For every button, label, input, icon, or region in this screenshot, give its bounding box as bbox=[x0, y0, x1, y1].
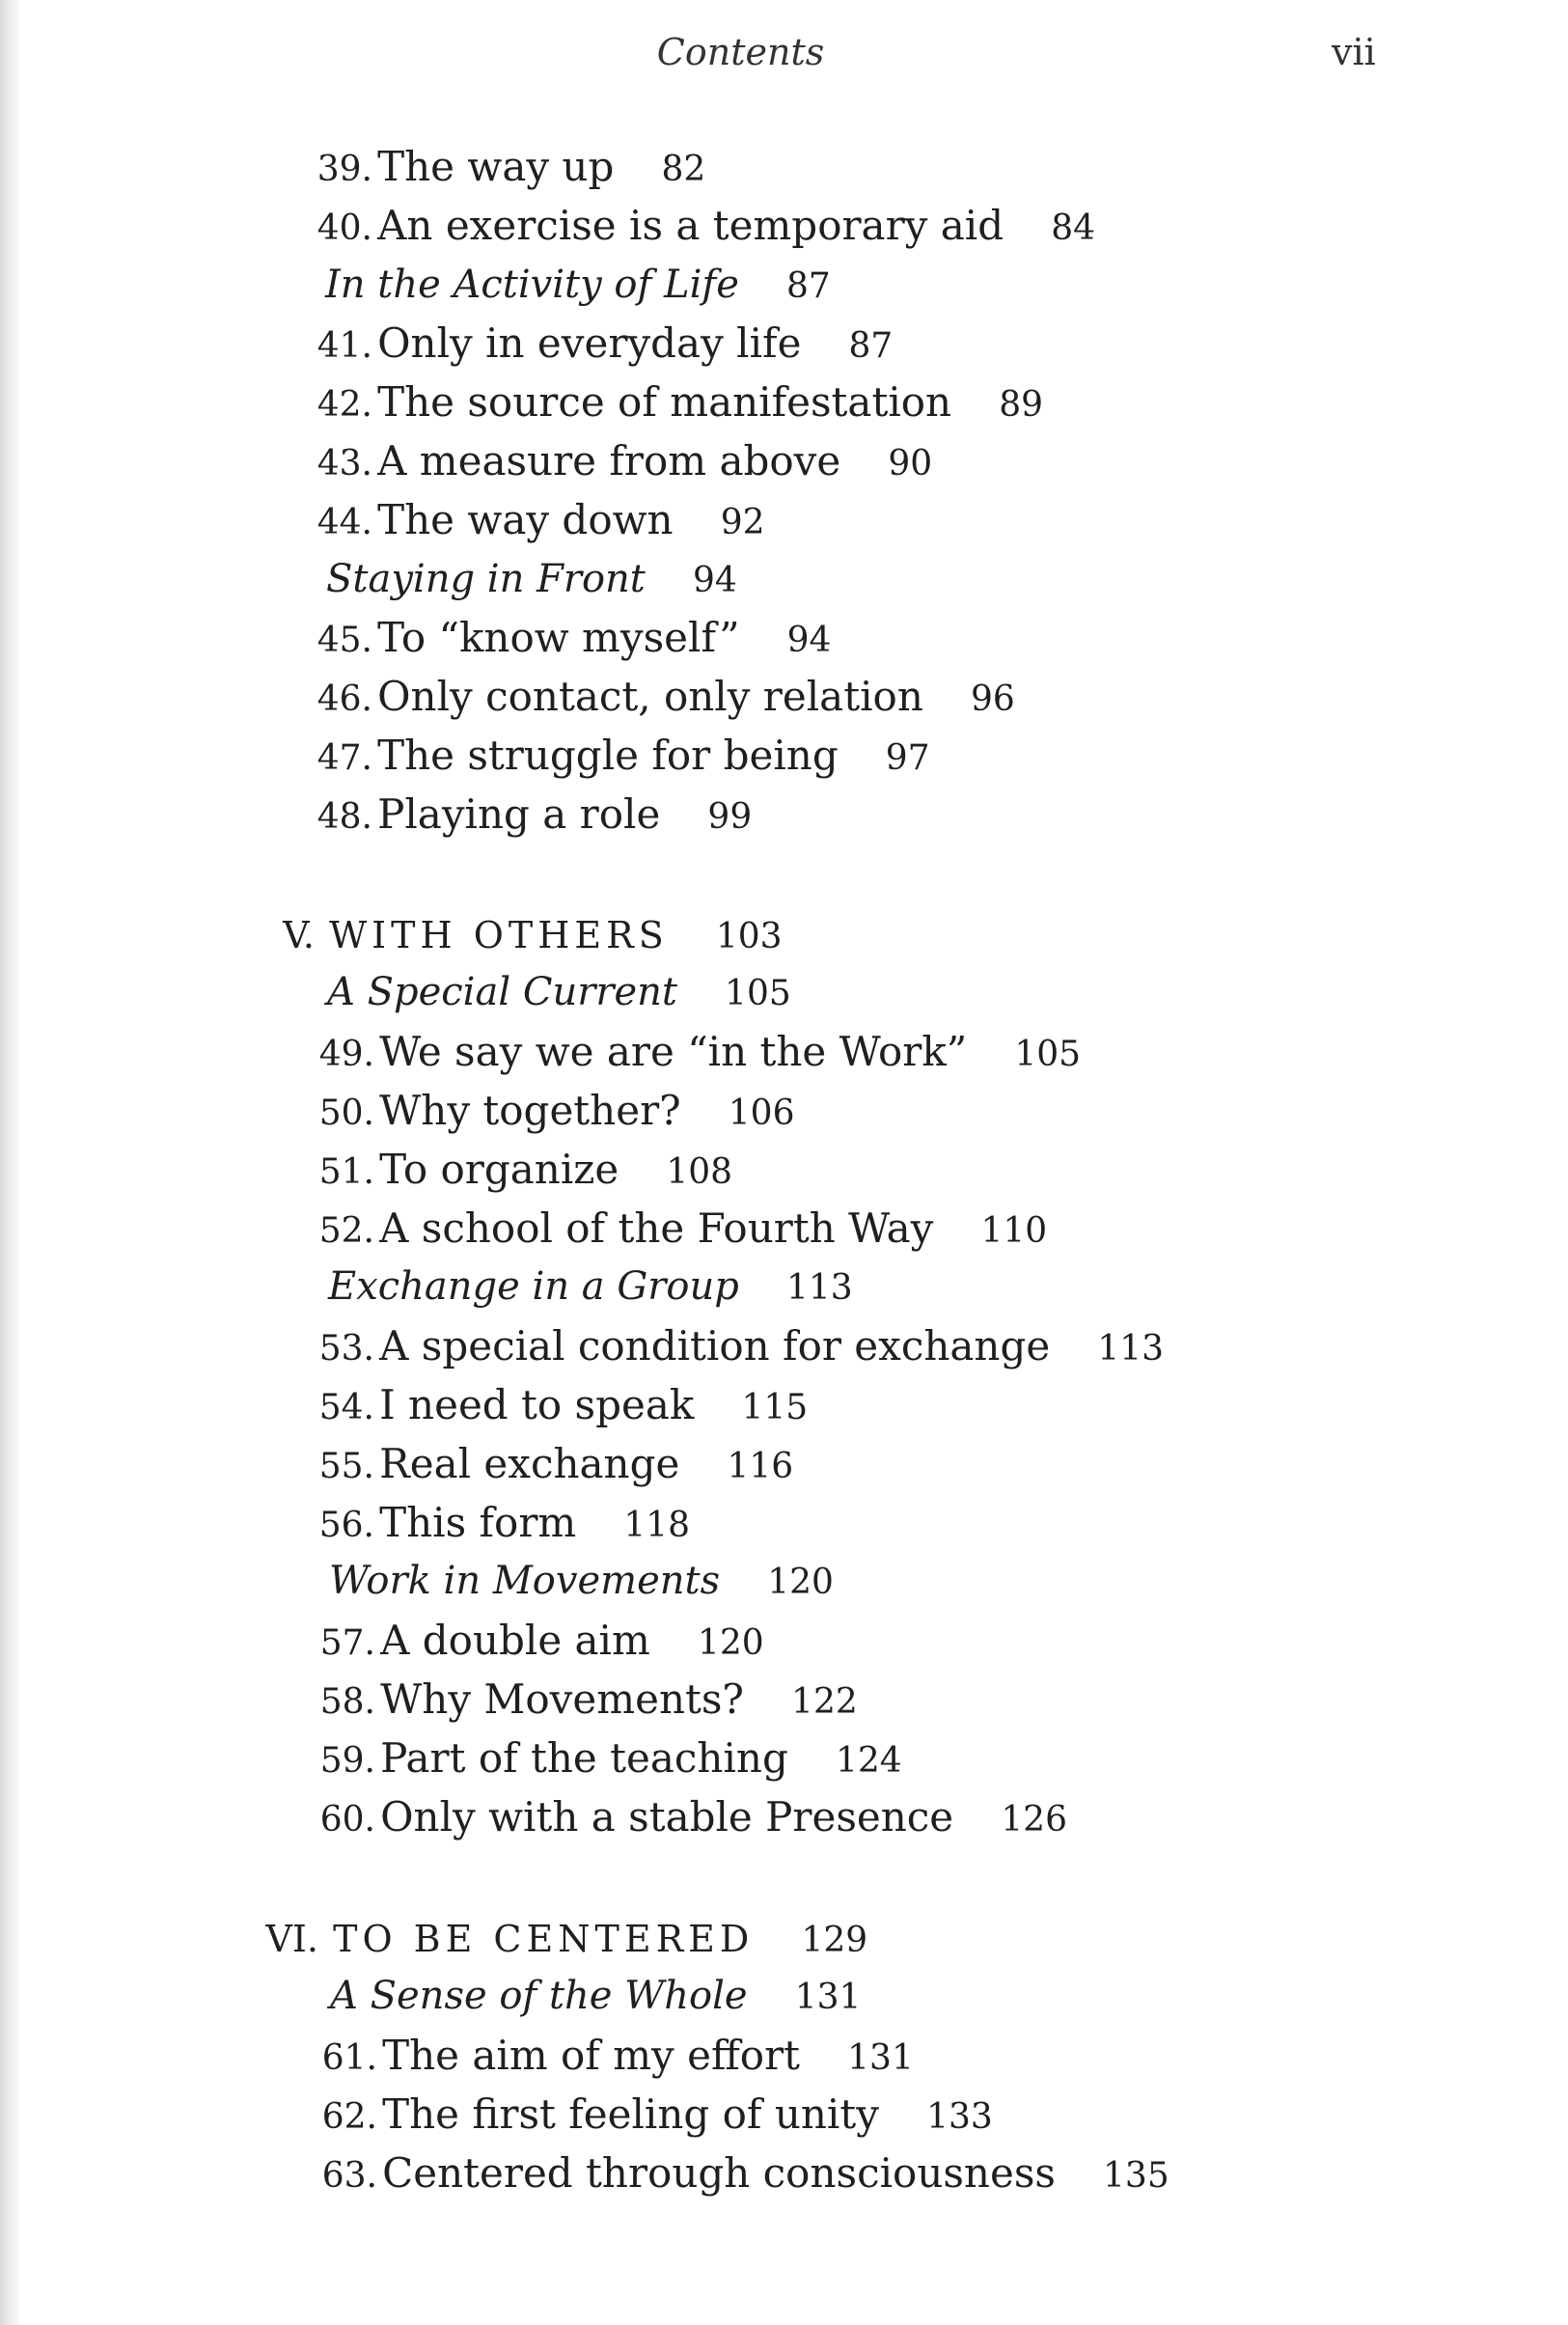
entry-number: 52. bbox=[318, 1211, 374, 1251]
toc-entry-46[interactable] bbox=[299, 673, 1015, 720]
chapter-title: WITH OTHERS bbox=[329, 914, 669, 956]
entry-page: 120 bbox=[697, 1623, 764, 1663]
entry-page: 96 bbox=[970, 679, 1015, 719]
subsection-page: 120 bbox=[767, 1563, 834, 1602]
toc-entry-61[interactable] bbox=[304, 2032, 914, 2079]
entry-number: 49. bbox=[318, 1035, 374, 1074]
page-folio: vii bbox=[1332, 31, 1376, 73]
entry-title: Only in everyday life bbox=[377, 319, 802, 367]
entry-title: A double aim bbox=[380, 1617, 650, 1664]
entry-page: 82 bbox=[661, 150, 706, 189]
subsection-title: Work in Movements bbox=[329, 1559, 721, 1603]
subsection-title: A Sense of the Whole bbox=[330, 1974, 748, 2018]
toc-entry-49[interactable] bbox=[301, 1028, 1082, 1075]
entry-number: 45. bbox=[316, 621, 372, 660]
entry-title: This form bbox=[379, 1499, 577, 1546]
entry-page: 116 bbox=[727, 1447, 794, 1486]
entry-title: Why Movements? bbox=[380, 1675, 744, 1723]
entry-page: 92 bbox=[720, 503, 765, 542]
entry-number: 56. bbox=[318, 1506, 374, 1545]
toc-entry-40[interactable] bbox=[299, 202, 1096, 249]
entry-page: 135 bbox=[1103, 2156, 1169, 2196]
toc-entry-62[interactable] bbox=[304, 2090, 993, 2138]
entry-number: 54. bbox=[318, 1388, 374, 1427]
toc-subsection-special-current[interactable] bbox=[327, 970, 791, 1014]
entry-page: 108 bbox=[666, 1152, 733, 1192]
entry-title: Part of the teaching bbox=[380, 1734, 788, 1782]
entry-page: 124 bbox=[835, 1741, 902, 1781]
toc-entry-56[interactable] bbox=[301, 1499, 691, 1546]
entry-page: 89 bbox=[999, 385, 1044, 425]
entry-page: 99 bbox=[707, 797, 753, 837]
chapter-title: TO BE CENTERED bbox=[333, 1918, 755, 1960]
entry-number: 47. bbox=[316, 738, 372, 778]
entry-number: 44. bbox=[316, 503, 372, 542]
toc-entry-54[interactable] bbox=[301, 1381, 809, 1428]
entry-page: 84 bbox=[1051, 208, 1096, 248]
entry-title: To organize bbox=[379, 1146, 619, 1193]
toc-subsection-work-in-movements[interactable] bbox=[329, 1559, 834, 1603]
toc-chapter-vi[interactable] bbox=[178, 1918, 868, 1960]
entry-title: The way down bbox=[377, 496, 674, 543]
entry-title: Why together? bbox=[379, 1087, 681, 1134]
toc-entry-55[interactable] bbox=[301, 1440, 794, 1487]
toc-subsection-exchange-in-group[interactable] bbox=[328, 1264, 853, 1309]
toc-entry-57[interactable] bbox=[302, 1617, 764, 1664]
toc-entry-52[interactable] bbox=[301, 1204, 1048, 1252]
entry-page: 126 bbox=[1001, 1800, 1067, 1840]
entry-page: 90 bbox=[888, 444, 933, 484]
entry-title: The struggle for being bbox=[377, 732, 839, 779]
entry-page: 118 bbox=[623, 1506, 691, 1545]
entry-title: Only with a stable Presence bbox=[380, 1793, 954, 1841]
entry-title: The first feeling of unity bbox=[382, 2090, 879, 2138]
entry-title: Real exchange bbox=[379, 1440, 680, 1487]
chapter-page: 103 bbox=[715, 917, 783, 956]
subsection-title: A Special Current bbox=[327, 970, 677, 1014]
entry-number: 55. bbox=[318, 1447, 374, 1486]
entry-number: 46. bbox=[316, 679, 372, 719]
entry-number: 39. bbox=[316, 150, 372, 189]
entry-number: 51. bbox=[318, 1152, 374, 1192]
toc-entry-58[interactable] bbox=[302, 1675, 858, 1723]
entry-number: 58. bbox=[319, 1682, 375, 1722]
entry-title: The aim of my effort bbox=[382, 2032, 801, 2079]
entry-title: An exercise is a temporary aid bbox=[377, 202, 1004, 249]
entry-page: 97 bbox=[885, 738, 930, 778]
subsection-title: Staying in Front bbox=[326, 557, 646, 601]
entry-number: 53. bbox=[318, 1329, 374, 1369]
entry-title: A special condition for exchange bbox=[379, 1322, 1051, 1370]
entry-title: Only contact, only relation bbox=[377, 673, 923, 720]
toc-entry-43[interactable] bbox=[299, 437, 933, 484]
toc-entry-50[interactable] bbox=[301, 1087, 795, 1134]
page-scan-edge bbox=[0, 0, 21, 2325]
entry-page: 113 bbox=[1097, 1329, 1165, 1369]
toc-entry-42[interactable] bbox=[299, 378, 1044, 426]
entry-number: 61. bbox=[321, 2038, 377, 2078]
entry-number: 63. bbox=[321, 2156, 377, 2196]
chapter-number: VI. bbox=[265, 1918, 318, 1960]
entry-number: 43. bbox=[316, 444, 372, 484]
entry-number: 60. bbox=[319, 1800, 375, 1840]
entry-number: 57. bbox=[319, 1623, 375, 1663]
toc-entry-60[interactable] bbox=[302, 1793, 1067, 1841]
entry-number: 40. bbox=[316, 208, 372, 248]
entry-page: 105 bbox=[1014, 1035, 1082, 1074]
toc-entry-44[interactable] bbox=[299, 496, 765, 543]
subsection-title: In the Activity of Life bbox=[325, 263, 739, 307]
entry-title: We say we are “in the Work” bbox=[379, 1028, 968, 1075]
subsection-page: 131 bbox=[794, 1978, 862, 2017]
toc-entry-59[interactable] bbox=[302, 1734, 902, 1782]
entry-page: 122 bbox=[791, 1682, 858, 1722]
entry-number: 50. bbox=[318, 1093, 374, 1133]
entry-page: 94 bbox=[786, 621, 832, 660]
entry-number: 62. bbox=[321, 2097, 377, 2137]
entry-number: 48. bbox=[316, 797, 372, 837]
toc-entry-47[interactable] bbox=[299, 732, 930, 779]
subsection-page: 105 bbox=[725, 974, 791, 1013]
entry-page: 115 bbox=[741, 1388, 809, 1427]
entry-title: Centered through consciousness bbox=[382, 2149, 1056, 2197]
entry-title: The source of manifestation bbox=[377, 378, 952, 426]
toc-entry-63[interactable] bbox=[304, 2149, 1169, 2197]
toc-subsection-sense-of-whole[interactable] bbox=[330, 1974, 862, 2018]
subsection-title: Exchange in a Group bbox=[328, 1264, 739, 1309]
entry-title: I need to speak bbox=[379, 1381, 695, 1428]
entry-number: 59. bbox=[319, 1741, 375, 1781]
entry-number: 41. bbox=[316, 326, 372, 366]
toc-subsection-activity-of-life[interactable] bbox=[325, 263, 831, 307]
entry-page: 106 bbox=[728, 1093, 795, 1133]
entry-page: 110 bbox=[980, 1211, 1048, 1251]
toc-entry-48[interactable] bbox=[299, 790, 753, 838]
chapter-page: 129 bbox=[801, 1921, 868, 1960]
subsection-page: 113 bbox=[785, 1268, 853, 1308]
entry-number: 42. bbox=[316, 385, 372, 425]
toc-entry-53[interactable] bbox=[301, 1322, 1165, 1370]
chapter-number: V. bbox=[283, 914, 315, 956]
entry-title: To “know myself” bbox=[377, 614, 740, 661]
toc-entry-39[interactable] bbox=[299, 143, 706, 190]
toc-entry-51[interactable] bbox=[301, 1146, 733, 1193]
subsection-page: 94 bbox=[692, 561, 737, 600]
toc-chapter-v[interactable] bbox=[174, 914, 783, 956]
subsection-page: 87 bbox=[785, 266, 831, 306]
toc-subsection-staying-in-front[interactable] bbox=[326, 557, 737, 601]
entry-page: 87 bbox=[848, 326, 894, 366]
entry-title: A school of the Fourth Way bbox=[379, 1204, 934, 1252]
entry-title: Playing a role bbox=[377, 790, 661, 838]
entry-title: A measure from above bbox=[377, 437, 841, 484]
entry-title: The way up bbox=[377, 143, 615, 190]
toc-entry-45[interactable] bbox=[299, 614, 832, 661]
entry-page: 131 bbox=[847, 2038, 914, 2078]
toc-entry-41[interactable] bbox=[299, 319, 894, 367]
running-title: Contents bbox=[656, 31, 825, 73]
entry-page: 133 bbox=[926, 2097, 993, 2137]
